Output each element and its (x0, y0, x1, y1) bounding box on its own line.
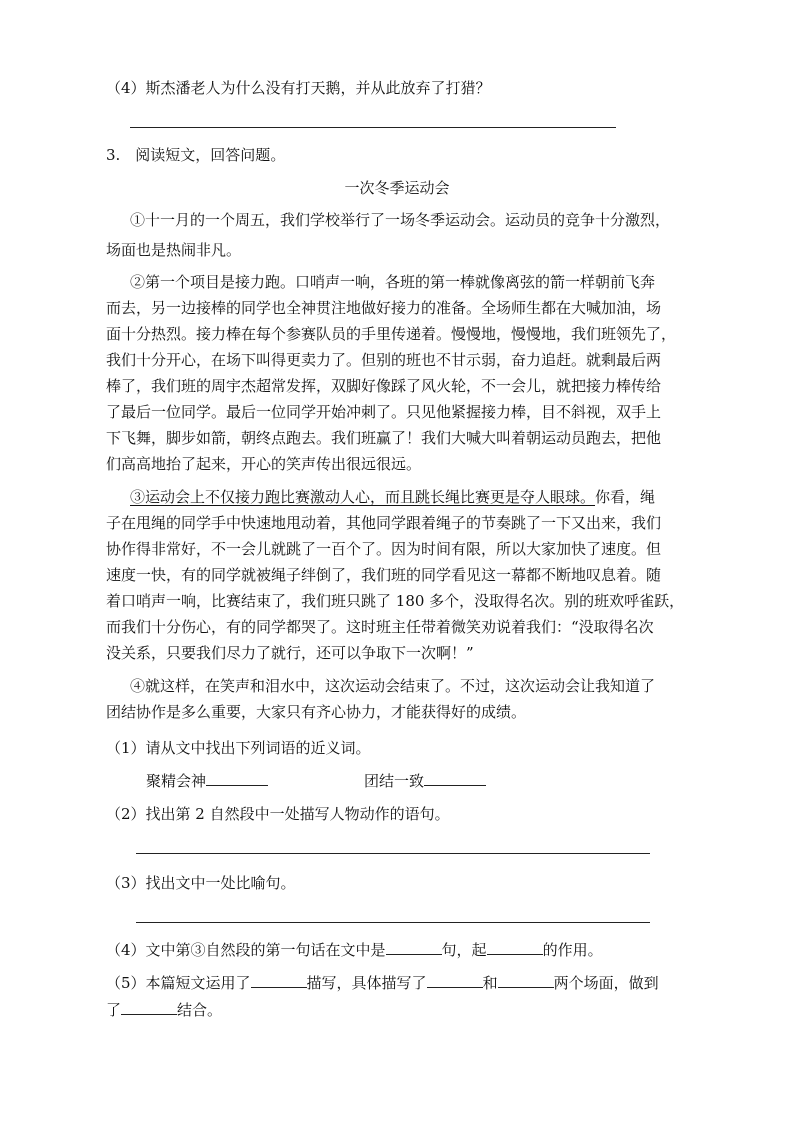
passage-title: 一次冬季运动会 (344, 179, 450, 197)
q5-text-b: 描写，具体描写了 (306, 974, 427, 992)
q4-text-b: 句，起 (441, 941, 487, 959)
q3-answer-line[interactable] (136, 922, 650, 923)
p2-line-2: 而去，另一边接棒的同学也全神贯注地做好接力的准备。全场师生都在大喊加油，场 (106, 299, 662, 317)
p2-line-8: 们高高地抬了起来，开心的笑声传出很远很远。 (106, 455, 422, 473)
q4-blank-2[interactable] (487, 940, 543, 955)
p3-line-6: 而我们十分伤心，有的同学都哭了。这时班主任带着微笑劝说着我们：“没取得名次 (106, 618, 654, 636)
p3-line-4: 速度一快，有的同学就被绳子绊倒了，我们班的同学看见这一幕都不断地叹息着。随 (106, 566, 662, 584)
p2-line-7: 下飞舞，脚步如箭，朝终点跑去。我们班赢了！我们大喊大叫着朝运动员跑去，把他 (106, 429, 662, 447)
q5-text-d: 两个场面，做到 (553, 974, 659, 992)
q1-word-a: 聚精会神 (146, 772, 207, 790)
q1-word-b-row (364, 771, 486, 791)
q1-answer-blank-a[interactable] (206, 771, 268, 786)
q5-blank-1[interactable] (251, 973, 307, 988)
q1-answer-blank-b[interactable] (424, 771, 486, 786)
answer-line-prev-q4 (130, 127, 616, 128)
q2-answer-line[interactable] (136, 853, 650, 854)
p1-line-2: 场面也是热闹非凡。 (106, 241, 242, 259)
question-3: （3）找出文中一处比喻句。 (106, 874, 296, 892)
p2-line-1: ②第一个项目是接力跑。口哨声一响，各班的第一棒就像离弦的箭一样朝前飞奔 (130, 273, 656, 291)
p2-line-4: 我们十分开心，在场下叫得更卖力了。但别的班也不甘示弱，奋力追赶。就剩最后两 (106, 351, 662, 369)
q1-word-b: 团结一致 (364, 772, 425, 790)
question-5 (106, 973, 659, 993)
question-1: （1）请从文中找出下列词语的近义词。 (106, 739, 371, 757)
p2-line-3: 面十分热烈。接力棒在每个参赛队员的手里传递着。慢慢地，慢慢地，我们班领先了， (106, 325, 677, 343)
p3-line-5: 着口哨声一响，比赛结束了，我们班只跳了 180 多个，没取得名次。别的班欢呼雀跃， (106, 592, 685, 610)
p3-line-7: 没关系，只要我们尽力了就行，还可以争取下一次啊！” (106, 644, 474, 662)
q5-text-a: （5）本篇短文运用了 (106, 974, 251, 992)
previous-question-4: （4）斯杰潘老人为什么没有打天鹅，并从此放弃了打猎？ (106, 79, 491, 97)
q4-text-a: （4）文中第③自然段的第一句话在文中是 (106, 941, 386, 959)
p3-line-1 (130, 487, 655, 507)
p3-line-1-rest: 你看，绳 (595, 488, 656, 506)
q5-blank-2[interactable] (427, 973, 483, 988)
q5-text-e: 了 (106, 1001, 122, 1019)
p1-line-1: ①十一月的一个周五，我们学校举行了一场冬季运动会。运动员的竞争十分激烈， (130, 211, 671, 229)
q4-blank-1[interactable] (386, 940, 442, 955)
p3-underlined-sentence: ③运动会上不仅接力跑比赛激动人心，而且跳长绳比赛更是夺人眼球。 (130, 488, 596, 506)
p2-line-6: 了最后一位同学。最后一位同学开始冲刺了。只见他紧握接力棒，目不斜视，双手上 (106, 403, 662, 421)
p3-line-3: 协作得非常好，不一会儿就跳了一百个了。因为时间有限，所以大家加快了速度。但 (106, 540, 662, 558)
question-5-line-2 (106, 1000, 222, 1020)
question-4 (106, 940, 603, 960)
q5-text-f: 结合。 (177, 1001, 223, 1019)
q5-blank-3[interactable] (498, 973, 554, 988)
p4-line-1: ④就这样，在笑声和泪水中，这次运动会结束了。不过，这次运动会让我知道了 (130, 677, 656, 695)
p4-line-2: 团结协作是多么重要，大家只有齐心协力，才能获得好的成绩。 (106, 703, 527, 721)
question-2: （2）找出第 2 自然段中一处描写人物动作的语句。 (106, 805, 450, 823)
section-3-heading: 3. 阅读短文，回答问题。 (106, 146, 286, 164)
p3-line-2: 子在甩绳的同学手中快速地甩动着，其他同学跟着绳子的节奏跳了一下又出来，我们 (106, 514, 662, 532)
q1-word-a-row (146, 771, 268, 791)
q4-text-c: 的作用。 (542, 941, 603, 959)
q5-blank-4[interactable] (121, 1000, 177, 1015)
q5-text-c: 和 (482, 974, 498, 992)
p2-line-5: 棒了，我们班的周宇杰超常发挥，双脚好像踩了风火轮，不一会儿，就把接力棒传给 (106, 377, 662, 395)
